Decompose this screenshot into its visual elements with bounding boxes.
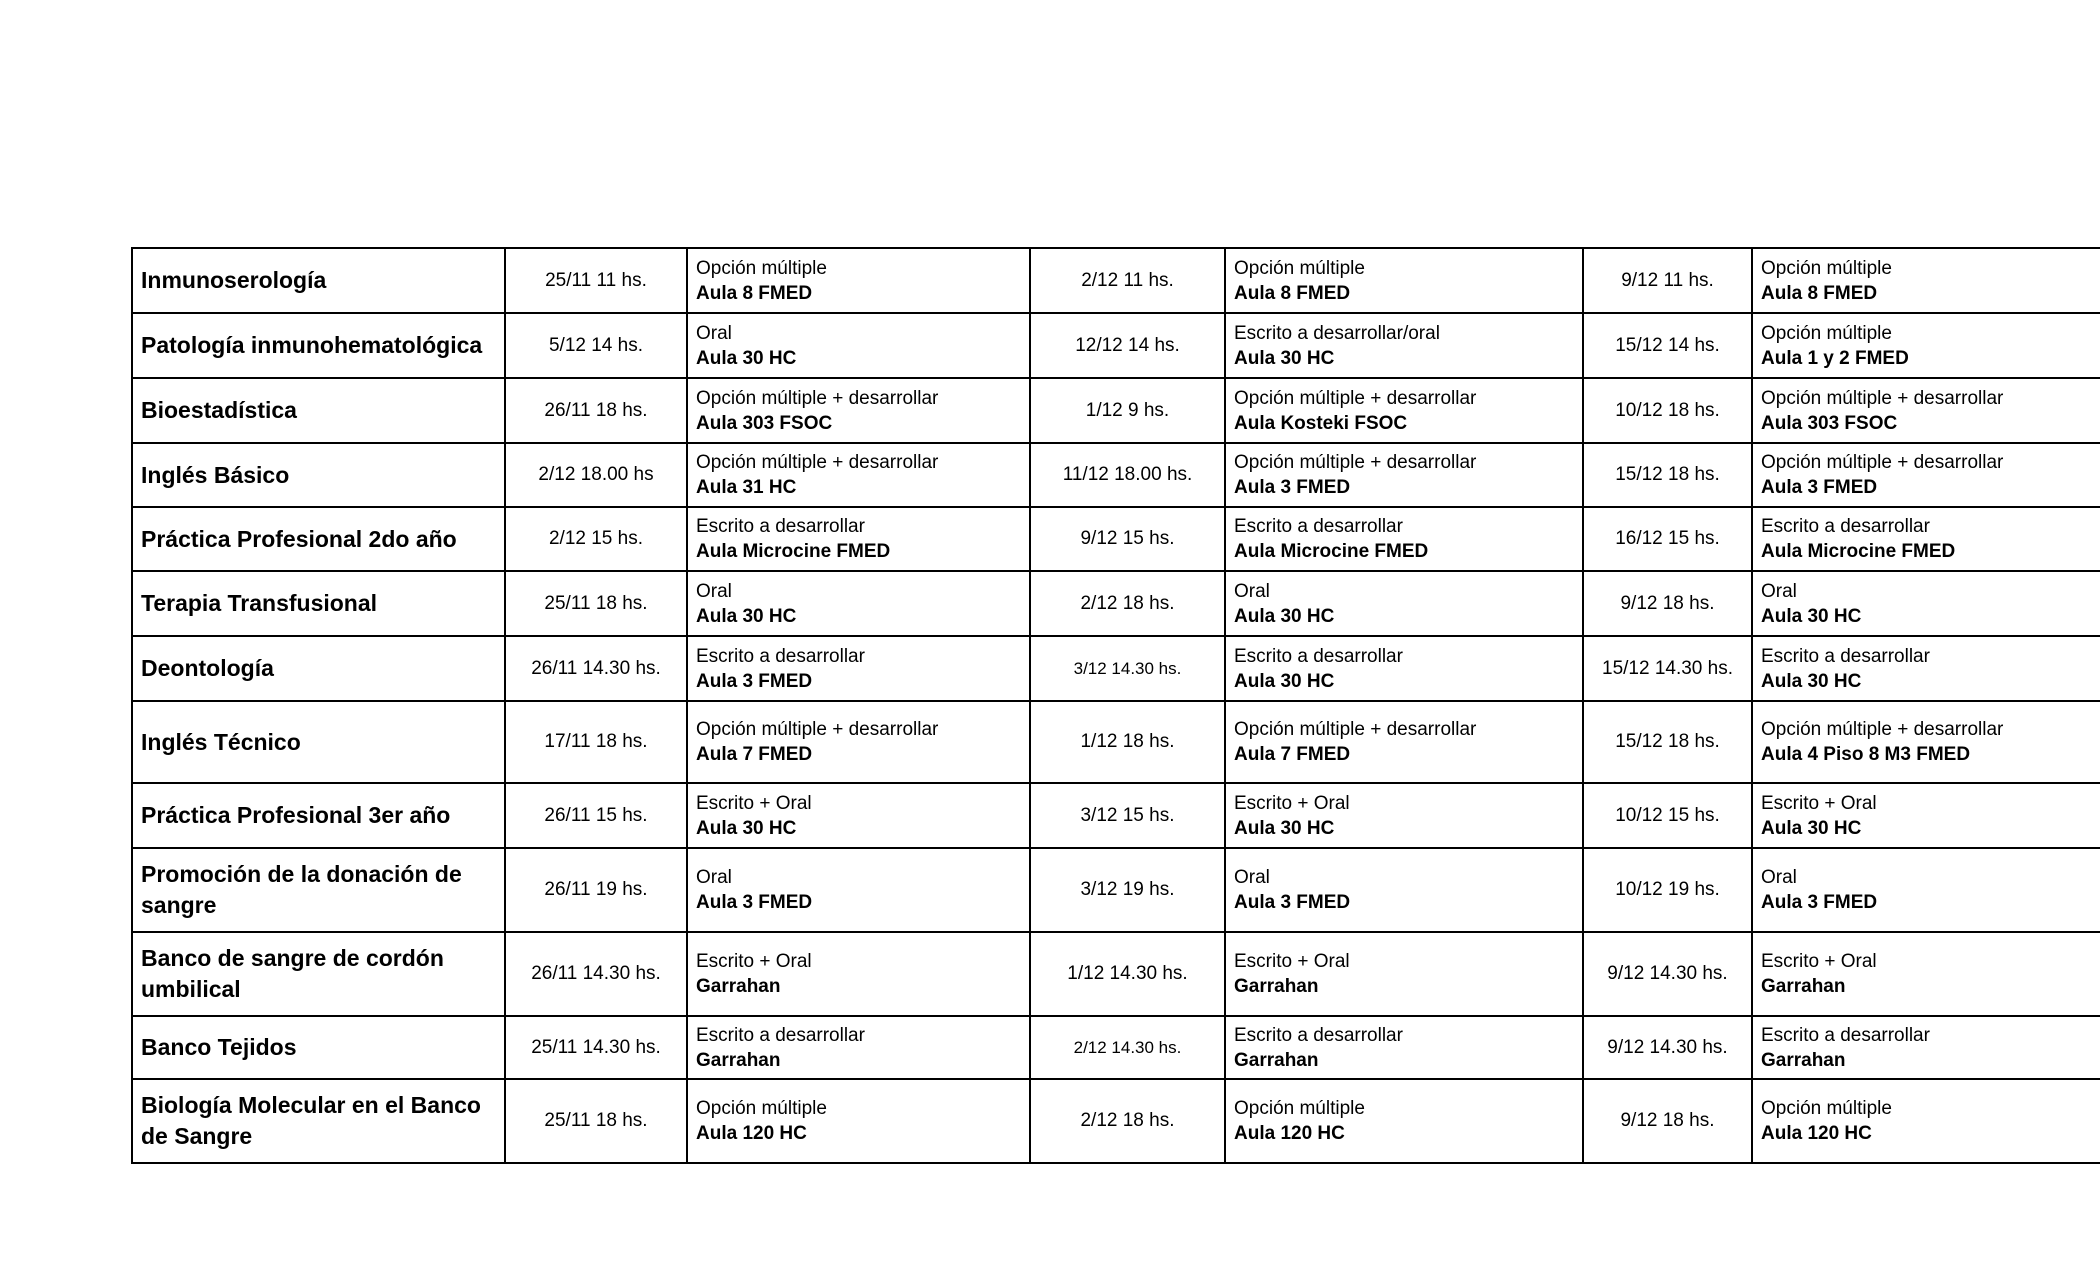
exam-mode: Oral: [696, 322, 732, 344]
subject-cell: Inmunoserología: [132, 248, 505, 313]
exam-room: Aula 4 Piso 8 M3 FMED: [1761, 744, 1971, 765]
date-cell-3: 15/12 18 hs.: [1583, 443, 1752, 507]
subject-cell: Biología Molecular en el Banco de Sangre: [132, 1079, 505, 1163]
exam-room: Aula 303 FSOC: [1761, 412, 1898, 434]
exam-mode: Oral: [1761, 580, 1797, 602]
subject-cell: Inglés Técnico: [132, 701, 505, 783]
date-cell-1: 26/11 19 hs.: [505, 848, 687, 932]
exam-room: Aula 30 HC: [1234, 605, 1335, 627]
info-cell-1: [687, 1016, 1030, 1079]
info-cell-3: [1752, 848, 2100, 932]
table-row: [132, 932, 2100, 1016]
exam-room: Aula 120 HC: [1234, 1123, 1345, 1144]
info-cell-3: [1752, 507, 2100, 571]
exam-room: Aula 7 FMED: [696, 744, 813, 765]
date-cell-1: 25/11 11 hs.: [505, 248, 687, 313]
exam-mode: Opción múltiple + desarrollar: [696, 387, 939, 409]
date-cell-3: 9/12 18 hs.: [1583, 1079, 1752, 1163]
exam-room: Aula 30 HC: [696, 817, 797, 839]
exam-room: Aula Kosteki FSOC: [1234, 412, 1408, 434]
exam-room: Aula Microcine FMED: [1761, 541, 1956, 562]
table-row: [132, 1016, 2100, 1079]
info-cell-2: [1225, 1016, 1583, 1079]
table-row: [132, 378, 2100, 443]
table-row: [132, 783, 2100, 848]
exam-room: Garrahan: [696, 976, 781, 997]
exam-mode: Opción múltiple + desarrollar: [1234, 719, 1477, 740]
exam-schedule-body: [132, 248, 2100, 1163]
date-cell-2: 1/12 18 hs.: [1030, 701, 1225, 783]
exam-room: Aula 30 HC: [1234, 817, 1335, 839]
date-cell-3: 9/12 11 hs.: [1583, 248, 1752, 313]
exam-room: Aula 30 HC: [1234, 347, 1335, 369]
info-cell-1: [687, 636, 1030, 701]
table-row: [132, 248, 2100, 313]
exam-mode: Opción múltiple: [696, 1098, 827, 1119]
exam-room: Aula 120 HC: [696, 1123, 807, 1144]
exam-mode: Escrito + Oral: [696, 792, 812, 814]
exam-mode: Escrito a desarrollar: [696, 645, 865, 667]
exam-mode: Opción múltiple + desarrollar: [1234, 387, 1477, 409]
exam-room: Aula 8 FMED: [696, 282, 813, 304]
exam-room: Aula Microcine FMED: [1234, 541, 1429, 562]
exam-mode: Opción múltiple + desarrollar: [696, 719, 939, 740]
exam-room: Aula 30 HC: [1761, 605, 1862, 627]
info-cell-3: [1752, 1079, 2100, 1163]
subject-cell: Práctica Profesional 2do año: [132, 507, 505, 571]
table-row: [132, 848, 2100, 932]
info-cell-2: [1225, 378, 1583, 443]
date-cell-1: 5/12 14 hs.: [505, 313, 687, 378]
exam-mode: Oral: [1234, 580, 1270, 602]
exam-mode: Opción múltiple: [696, 257, 827, 279]
exam-mode: Oral: [1234, 867, 1270, 888]
info-cell-2: [1225, 783, 1583, 848]
info-cell-1: [687, 848, 1030, 932]
info-cell-1: [687, 507, 1030, 571]
date-cell-2: 2/12 18 hs.: [1030, 1079, 1225, 1163]
exam-room: Aula 120 HC: [1761, 1123, 1872, 1144]
info-cell-3: [1752, 636, 2100, 701]
exam-mode: Opción múltiple + desarrollar: [1234, 452, 1477, 473]
date-cell-3: 10/12 19 hs.: [1583, 848, 1752, 932]
info-cell-1: [687, 701, 1030, 783]
info-cell-1: [687, 313, 1030, 378]
exam-mode: Opción múltiple: [1761, 1098, 1892, 1119]
info-cell-1: [687, 571, 1030, 636]
info-cell-2: [1225, 507, 1583, 571]
date-cell-3: 10/12 18 hs.: [1583, 378, 1752, 443]
info-cell-2: [1225, 932, 1583, 1016]
info-cell-3: [1752, 313, 2100, 378]
date-cell-3: 9/12 14.30 hs.: [1583, 1016, 1752, 1079]
info-cell-2: [1225, 848, 1583, 932]
exam-mode: Escrito + Oral: [1761, 951, 1877, 972]
info-cell-2: [1225, 1079, 1583, 1163]
subject-cell: Patología inmunohematológica: [132, 313, 505, 378]
date-cell-2: 1/12 14.30 hs.: [1030, 932, 1225, 1016]
exam-room: Aula 7 FMED: [1234, 744, 1351, 765]
exam-mode: Oral: [1761, 867, 1797, 888]
exam-mode: Escrito a desarrollar: [1234, 1024, 1403, 1046]
exam-mode: Escrito a desarrollar: [696, 516, 865, 537]
info-cell-3: [1752, 378, 2100, 443]
exam-room: Aula 8 FMED: [1234, 282, 1351, 304]
date-cell-2: 2/12 11 hs.: [1030, 248, 1225, 313]
info-cell-3: [1752, 443, 2100, 507]
table-row: [132, 507, 2100, 571]
date-cell-2: 9/12 15 hs.: [1030, 507, 1225, 571]
subject-cell: Terapia Transfusional: [132, 571, 505, 636]
exam-mode: Escrito a desarrollar: [1234, 645, 1403, 667]
date-cell-1: 25/11 18 hs.: [505, 571, 687, 636]
exam-mode: Opción múltiple: [1234, 1098, 1365, 1119]
exam-room: Aula 3 FMED: [1234, 477, 1351, 498]
subject-cell: Promoción de la donación de sangre: [132, 848, 505, 932]
exam-mode: Escrito a desarrollar: [1761, 645, 1930, 667]
exam-room: Aula 3 FMED: [696, 670, 813, 692]
date-cell-2: 2/12 14.30 hs.: [1030, 1016, 1225, 1079]
date-cell-2: 3/12 14.30 hs.: [1030, 636, 1225, 701]
subject-cell: Bioestadística: [132, 378, 505, 443]
info-cell-1: [687, 783, 1030, 848]
exam-room: Garrahan: [1234, 1049, 1319, 1071]
table-row: [132, 313, 2100, 378]
table-row: [132, 701, 2100, 783]
info-cell-1: [687, 932, 1030, 1016]
exam-room: Garrahan: [1234, 976, 1319, 997]
date-cell-3: 9/12 18 hs.: [1583, 571, 1752, 636]
date-cell-2: 2/12 18 hs.: [1030, 571, 1225, 636]
info-cell-1: [687, 1079, 1030, 1163]
exam-room: Aula 3 FMED: [696, 892, 813, 913]
exam-room: Aula 3 FMED: [1234, 892, 1351, 913]
info-cell-3: [1752, 783, 2100, 848]
date-cell-1: 26/11 14.30 hs.: [505, 932, 687, 1016]
exam-mode: Opción múltiple + desarrollar: [1761, 719, 2004, 740]
info-cell-3: [1752, 1016, 2100, 1079]
exam-room: Aula 303 FSOC: [696, 412, 833, 434]
exam-mode: Opción múltiple: [1761, 257, 1892, 279]
info-cell-1: [687, 443, 1030, 507]
info-cell-3: [1752, 701, 2100, 783]
date-cell-1: 26/11 18 hs.: [505, 378, 687, 443]
info-cell-3: [1752, 571, 2100, 636]
exam-mode: Opción múltiple + desarrollar: [1761, 387, 2004, 409]
exam-mode: Escrito a desarrollar: [1761, 516, 1930, 537]
exam-mode: Oral: [696, 580, 732, 602]
exam-room: Aula 30 HC: [1234, 670, 1335, 692]
subject-cell: Banco Tejidos: [132, 1016, 505, 1079]
date-cell-3: 9/12 14.30 hs.: [1583, 932, 1752, 1016]
date-cell-3: 10/12 15 hs.: [1583, 783, 1752, 848]
date-cell-1: 2/12 18.00 hs: [505, 443, 687, 507]
info-cell-2: [1225, 443, 1583, 507]
exam-mode: Oral: [696, 867, 732, 888]
date-cell-3: 16/12 15 hs.: [1583, 507, 1752, 571]
date-cell-1: 26/11 14.30 hs.: [505, 636, 687, 701]
table-row: [132, 443, 2100, 507]
info-cell-1: [687, 248, 1030, 313]
subject-cell: Banco de sangre de cordón umbilical: [132, 932, 505, 1016]
exam-schedule-table: [131, 247, 2100, 1164]
exam-room: Aula 3 FMED: [1761, 892, 1878, 913]
date-cell-1: 2/12 15 hs.: [505, 507, 687, 571]
exam-mode: Escrito a desarrollar: [1761, 1024, 1930, 1046]
exam-room: Aula 3 FMED: [1761, 477, 1878, 498]
table-row: [132, 636, 2100, 701]
exam-mode: Escrito + Oral: [696, 951, 812, 972]
date-cell-3: 15/12 18 hs.: [1583, 701, 1752, 783]
exam-room: Aula 30 HC: [1761, 670, 1862, 692]
exam-mode: Escrito a desarrollar: [696, 1024, 865, 1046]
info-cell-2: [1225, 248, 1583, 313]
date-cell-1: 25/11 18 hs.: [505, 1079, 687, 1163]
exam-room: Aula 30 HC: [696, 347, 797, 369]
table-row: [132, 571, 2100, 636]
info-cell-3: [1752, 932, 2100, 1016]
exam-room: Aula Microcine FMED: [696, 541, 891, 562]
exam-room: Garrahan: [1761, 976, 1846, 997]
exam-mode: Escrito a desarrollar: [1234, 516, 1403, 537]
subject-cell: Práctica Profesional 3er año: [132, 783, 505, 848]
exam-mode: Escrito + Oral: [1234, 951, 1350, 972]
date-cell-1: 25/11 14.30 hs.: [505, 1016, 687, 1079]
exam-mode: Opción múltiple: [1761, 322, 1892, 344]
exam-room: Garrahan: [696, 1049, 781, 1071]
exam-room: Garrahan: [1761, 1049, 1846, 1071]
exam-room: Aula 1 y 2 FMED: [1761, 347, 1909, 369]
exam-mode: Opción múltiple + desarrollar: [696, 452, 939, 473]
date-cell-1: 26/11 15 hs.: [505, 783, 687, 848]
info-cell-2: [1225, 701, 1583, 783]
info-cell-2: [1225, 571, 1583, 636]
subject-cell: Inglés Básico: [132, 443, 505, 507]
exam-room: Aula 30 HC: [696, 605, 797, 627]
table-row: [132, 1079, 2100, 1163]
date-cell-2: 3/12 19 hs.: [1030, 848, 1225, 932]
date-cell-2: 3/12 15 hs.: [1030, 783, 1225, 848]
date-cell-3: 15/12 14 hs.: [1583, 313, 1752, 378]
info-cell-1: [687, 378, 1030, 443]
date-cell-2: 1/12 9 hs.: [1030, 378, 1225, 443]
subject-cell: Deontología: [132, 636, 505, 701]
exam-mode: Opción múltiple: [1234, 257, 1365, 279]
date-cell-3: 15/12 14.30 hs.: [1583, 636, 1752, 701]
exam-room: Aula 30 HC: [1761, 817, 1862, 839]
exam-room: Aula 8 FMED: [1761, 282, 1878, 304]
info-cell-3: [1752, 248, 2100, 313]
exam-mode: Escrito + Oral: [1761, 792, 1877, 814]
exam-mode: Escrito a desarrollar/oral: [1234, 322, 1440, 344]
date-cell-2: 12/12 14 hs.: [1030, 313, 1225, 378]
exam-mode: Escrito + Oral: [1234, 792, 1350, 814]
exam-mode: Opción múltiple + desarrollar: [1761, 452, 2004, 473]
date-cell-1: 17/11 18 hs.: [505, 701, 687, 783]
info-cell-2: [1225, 313, 1583, 378]
date-cell-2: 11/12 18.00 hs.: [1030, 443, 1225, 507]
info-cell-2: [1225, 636, 1583, 701]
exam-room: Aula 31 HC: [696, 477, 797, 498]
